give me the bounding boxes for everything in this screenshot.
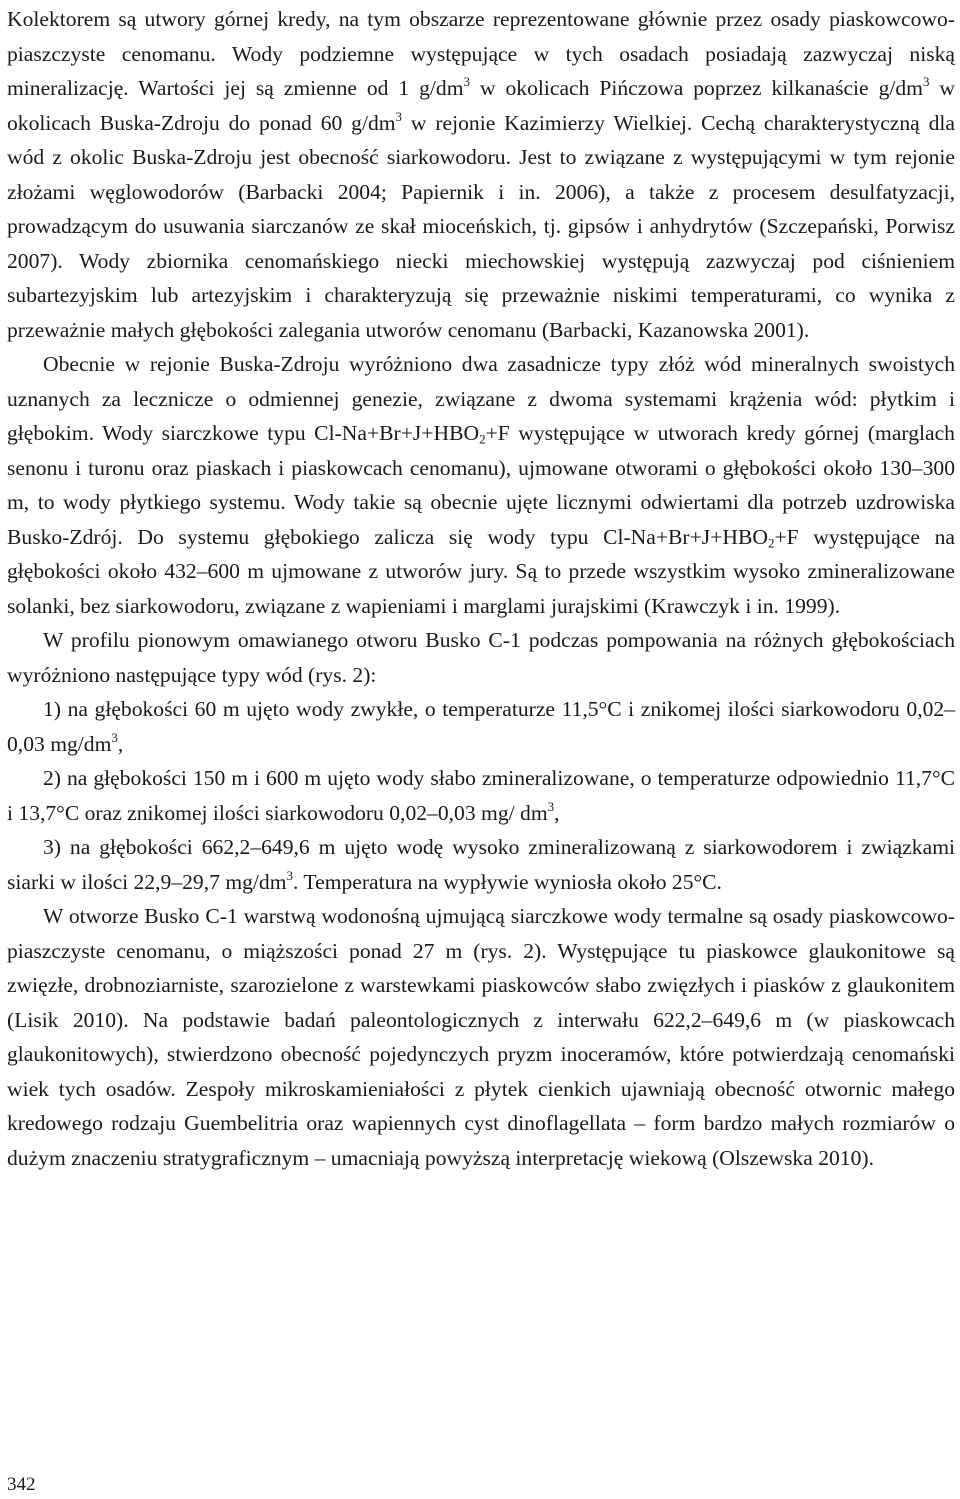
text-run: 2) na głębokości 150 m i 600 m ujęto wody słabo zmineralizowane, o temperaturze odpowiednio 11,7°C i 13,7°C oraz znikomej ilości siarkowodoru 0,02–0,03 mg/ dm bbox=[7, 766, 955, 825]
text-run: . Temperatura na wypływie wyniosła około 25°C. bbox=[293, 869, 722, 894]
paragraph bbox=[7, 830, 955, 899]
paragraph bbox=[7, 623, 955, 692]
text-run: 1) na głębokości 60 m ujęto wody zwykłe, o temperaturze 11,5°C i znikomej ilości siarkowodoru 0,02–0,03 mg/dm bbox=[7, 697, 955, 756]
paragraph bbox=[7, 899, 955, 1175]
page-number: 342 bbox=[7, 1474, 36, 1495]
text-run: W profilu pionowym omawianego otworu Busko C-1 podczas pompowania na różnych głębokościach wyróżniono następujące typy wód (rys. 2): bbox=[7, 628, 955, 687]
text-run: W otworze Busko C-1 warstwą wodonośną ujmującą siarczkowe wody termalne są osady piaskowcowo-piaszczyste cenomanu, o miąższości ponad 27 m (rys. 2). Występujące tu piaskowce glaukonitowe są zwięzłe, drobnoziarniste, szarozielone z warstewkami piaskowców słabo zwięzłych i piasków z glaukonitem (Lisik 2010). Na podstawie badań paleontologicznych z interwału 622,2–649,6 m (w piaskowcach glaukonitowych), stwierdzono obecność pojedynczych pryzm inoceramów, które potwierdzają cenomański wiek tych osadów. Zespoły mikroskamieniałości z płytek cienkich ujawniają obecność otwornic małego kredowego rodzaju Guembelitria oraz wapiennych cyst dinoflagellata – form bardzo małych rozmiarów o dużym znaczeniu stratygraficznym – umacniają powyższą interpretację wiekową (Olszewska 2010). bbox=[7, 904, 955, 1170]
text-run: Obecnie w rejonie Buska-Zdroju wyróżniono dwa zasadnicze typy złóż wód mineralnych swoistych uznanych za lecznicze o odmiennej genezie, związane z dwoma systemami krążenia wód: płytkim i głębokim. Wody siarczkowe typu Cl-Na+Br+J+HBO bbox=[7, 352, 955, 445]
superscript: 3 bbox=[922, 73, 930, 89]
text-run: , bbox=[117, 731, 124, 756]
superscript: 3 bbox=[547, 798, 555, 814]
text-run: , bbox=[554, 800, 560, 825]
superscript: 3 bbox=[111, 729, 118, 745]
text-run: Kolektorem są utwory górnej kredy, na tym obszarze reprezentowane głównie przez osady piaskowcowo-piaszczyste cenomanu. Wody podziemne występujące w tych osadach posiadają zazwyczaj niską mineralizację. Wartości jej są zmienne od 1 g/dm bbox=[7, 7, 955, 100]
paragraph bbox=[7, 2, 955, 347]
body-text bbox=[7, 2, 955, 1175]
paragraph bbox=[7, 347, 955, 623]
text-run: w rejonie Kazimierzy Wielkiej. Cechą charakterystyczną dla wód z okolic Buska-Zdroju jest obecność siarkowodoru. Jest to związane z występującymi w tym rejonie złożami węglowodorów (Barbacki 2004; Papiernik i in. 2006), a także z procesem desulfatyzacji, prowadzącym do usuwania siarczanów ze skał mioceńskich, tj. gipsów i anhydrytów (Szczepański, Porwisz 2007). Wody zbiornika cenomańskiego niecki miechowskiej występują zazwyczaj pod ciśnieniem subartezyjskim lub artezyjskim i charakteryzują się przeważnie niskimi temperaturami, co wynika z przeważnie małych głębokości zalegania utworów cenomanu (Barbacki, Kazanowska 2001). bbox=[7, 110, 956, 342]
text-run: 3) na głębokości 662,2–649,6 m ujęto wodę wysoko zmineralizowaną z siarkowodorem i związkami siarki w ilości 22,9–29,7 mg/dm bbox=[7, 835, 955, 894]
superscript: 3 bbox=[286, 867, 294, 883]
text-run: w okolicach Pińczowa poprzez kilkanaście g/dm bbox=[470, 76, 923, 100]
superscript: 3 bbox=[395, 108, 403, 124]
superscript: 3 bbox=[463, 73, 471, 89]
text-run: w okolicach Buska-Zdroju do ponad 60 g/dm bbox=[7, 76, 955, 135]
paragraph bbox=[7, 761, 955, 830]
text-run: +F występujące na głębokości około 432–600 m ujmowane z utworów jury. Są to przede wszystkim wysoko zmineralizowane solanki, bez siarkowodoru, związane z wapieniami i marglami jurajskimi (Krawczyk i in. 1999). bbox=[7, 524, 956, 618]
subscript: 2 bbox=[767, 534, 775, 550]
subscript: 2 bbox=[479, 431, 486, 447]
paragraph bbox=[7, 692, 955, 761]
text-run: +F występujące w utworach kredy górnej (marglach senonu i turonu oraz piaskach i piaskowcach cenomanu), ujmowane otworami o głębokości około 130–300 m, to wody płytkiego systemu. Wody takie są obecnie ujęte licznymi odwiertami dla potrzeb uzdrowiska Busko-Zdrój. Do systemu głębokiego zalicza się wody typu Cl-Na+Br+J+HBO bbox=[7, 421, 955, 549]
